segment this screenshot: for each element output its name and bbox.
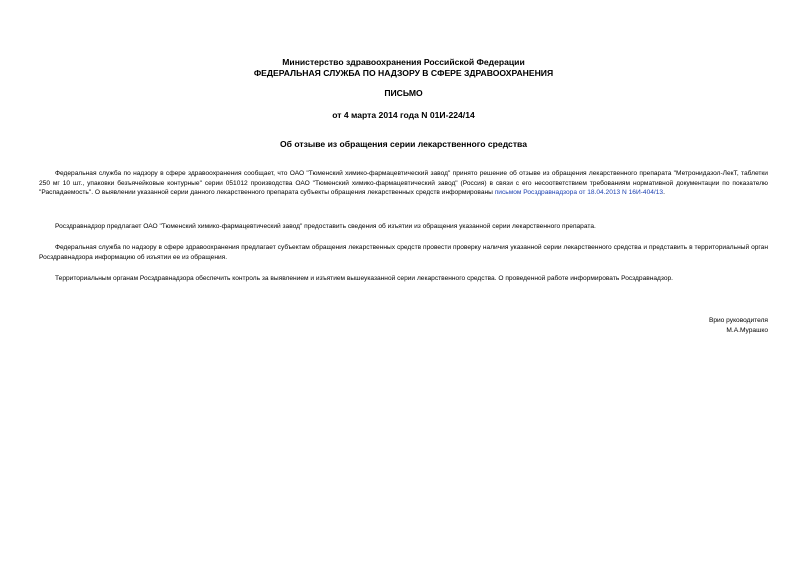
document-header: [0, 57, 807, 79]
date-number-line: [0, 110, 807, 121]
signature-block: [709, 316, 768, 336]
paragraph-3: Федеральная служба по надзору в сфере здравоохранения предлагает субъектам обращения лекарственных средств провести проверку наличия указанной серии лекарственного средства и представить в территориальный орган Росздравнадзора информацию об изъятии ее из обращения.: [39, 244, 768, 261]
paragraph-2-block: [39, 222, 768, 232]
ministry-title: Министерство здравоохранения Российской Федерации: [282, 57, 525, 67]
date-number-label: от 4 марта 2014 года N 01И-224/14: [332, 110, 475, 120]
service-title: ФЕДЕРАЛЬНАЯ СЛУЖБА ПО НАДЗОРУ В СФЕРЕ ЗДРАВООХРАНЕНИЯ: [253, 68, 554, 78]
paragraph-4-block: [39, 274, 768, 284]
paragraph-1-text: Федеральная служба по надзору в сфере здравоохранения сообщает, что ОАО "Тюменский химико-фармацевтический завод" принято решение об отзыве из обращения лекарственного препарата "Метронидазол-ЛекТ, таблетки 250 мг 10 шт., упаковки безъячейковые контурные" серии 051012 производства ОАО "Тюменский химико-фармацевтический завод" (Россия) в связи с его несоответствием требованиям нормативной документации по показателю "Распадаемость". О выявлении указанной серии данного лекарственного препарата субъекты обращения лекарственных средств информированы: [39, 170, 768, 197]
paragraph-2: Росздравнадзор предлагает ОАО "Тюменский химико-фармацевтический завод" предоставить сведения об изъятии из обращения указанной серии лекарственного препарата.: [55, 223, 596, 230]
signer-position: Врио руководителя: [708, 317, 768, 324]
subject-label: Об отзыве из обращения серии лекарственного средства: [280, 139, 527, 149]
subject-line: [0, 139, 807, 150]
doc-type-title: [0, 88, 807, 99]
paragraph-1: [39, 169, 768, 198]
letter-body: [39, 169, 768, 198]
doc-type-label: ПИСЬМО: [384, 88, 423, 98]
signer-name: М.А.Мурашко: [726, 327, 768, 334]
reference-letter-link[interactable]: письмом Росздравнадзора от 18.04.2013 N 16И-404/13: [494, 189, 664, 197]
paragraph-1-end: .: [663, 189, 665, 197]
paragraph-4: Территориальным органам Росздравнадзора обеспечить контроль за выявлением и изъятием вышеуказанной серии лекарственного средства. О проведенной работе информировать Росздравнадзор.: [55, 275, 674, 282]
paragraph-3-block: [39, 243, 768, 262]
